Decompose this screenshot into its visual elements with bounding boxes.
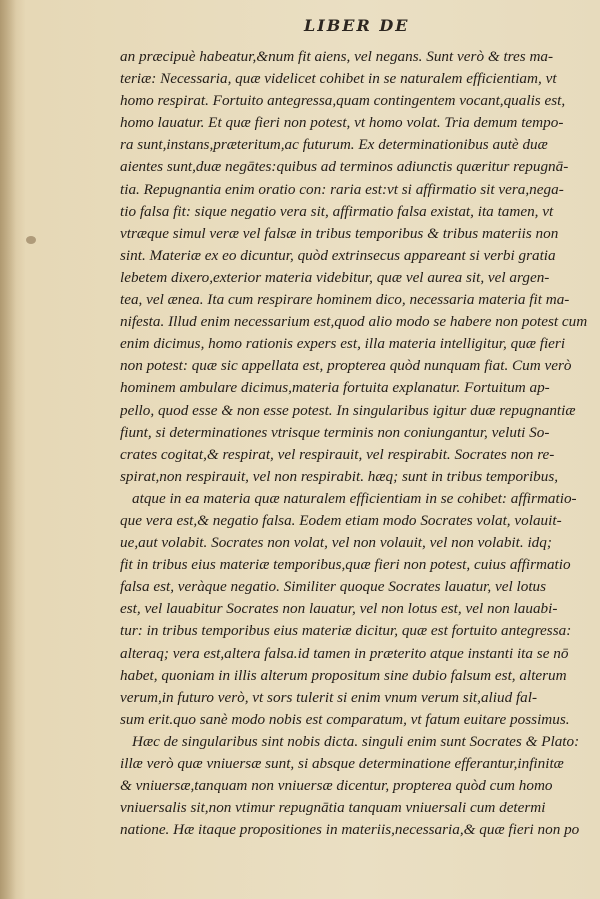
text-line: natione. Hæ itaque propositiones in materiis,necessaria,& quæ fieri non po bbox=[120, 821, 580, 839]
body-text bbox=[120, 46, 590, 841]
text-line: ra sunt,instans,præteritum,ac futurum. Ex determinationibus autè duæ bbox=[120, 136, 548, 154]
running-head: LIBER DE bbox=[304, 16, 410, 35]
text-line: atque in ea materia quæ naturalem efficientiam in se cohibet: affirmatio- bbox=[132, 489, 577, 507]
text-line: homo respirat. Fortuito antegressa,quam contingentem vocant,qualis est, bbox=[120, 92, 566, 110]
text-line: vtræque simul veræ vel falsæ in tribus temporibus & tribus materiis non bbox=[120, 224, 559, 242]
text-line: enim dicimus, homo rationis expers est, illa materia intelligitur, quæ fieri bbox=[120, 335, 566, 353]
text-line: falsa est, veràque negatio. Similiter quoque Socrates lauatur, vel lotus bbox=[120, 578, 547, 596]
text-line: Hæc de singularibus sint nobis dicta. singuli enim sunt Socrates & Plato: bbox=[132, 732, 580, 750]
text-line: habet, quoniam in illis alterum propositum sine dubio falsum est, alterum bbox=[120, 666, 567, 684]
text-line: teriæ: Necessaria, quæ videlicet cohibet in se naturalem efficientiam, vt bbox=[120, 70, 557, 88]
text-line: spirat,non respirauit, vel non respirabit. hæq; sunt in tribus temporibus, bbox=[120, 467, 559, 485]
text-line: non potest: quæ sic appellata est, propterea quòd nunquam fiat. Cum verò bbox=[120, 357, 572, 375]
ink-stain bbox=[26, 236, 36, 244]
text-line: sum erit.quo sanè modo nobis est comparatum, vt fatum euitare possimus. bbox=[120, 710, 570, 728]
text-line: ue,aut volabit. Socrates non volat, vel non volauit, vel non volabit. idq; bbox=[120, 534, 552, 552]
text-line: crates cogitat,& respirat, vel respirauit, vel respirabit. Socrates non re- bbox=[120, 445, 555, 463]
text-line: aientes sunt,duæ negātes:quibus ad terminos adiunctis quæritur repugnā- bbox=[120, 158, 569, 176]
text-line: tia. Repugnantia enim oratio con: raria est:vt si affirmatio sit vera,nega- bbox=[120, 180, 564, 198]
text-line: que vera est,& negatio falsa. Eodem etiam modo Socrates volat, volauit- bbox=[120, 511, 562, 529]
text-line: tio falsa fit: sique negatio vera sit, affirmatio falsa existat, ita tamen, vt bbox=[120, 202, 554, 220]
text-line: sint. Materiæ ex eo dicuntur, quòd extrinsecus appareant si verbi gratia bbox=[120, 246, 556, 264]
text-line: homo lauatur. Et quæ fieri non potest, vt homo volat. Tria demum tempo- bbox=[120, 114, 564, 132]
text-line: lebetem dixero,exterior materia videbitur, quæ vel aurea sit, vel argen- bbox=[120, 268, 550, 286]
text-line: fit in tribus eius materiæ temporibus,quæ fieri non potest, cuius affirmatio bbox=[120, 556, 571, 574]
text-line: verum,in futuro verò, vt sors tulerit si enim vnum verum sit,aliud fal- bbox=[120, 688, 538, 706]
text-line: tur: in tribus temporibus eius materiæ dicitur, quæ est fortuito antegressa: bbox=[120, 622, 572, 640]
text-line: illæ verò quæ vniuersæ sunt, si absque determinatione efferantur,infinitæ bbox=[120, 755, 564, 772]
text-line: tea, vel ænea. Ita cum respirare hominem dico, necessaria materia fit ma- bbox=[120, 291, 570, 309]
text-line: alteraq; vera est,altera falsa.id tamen in præterito atque instanti ita se nō bbox=[120, 644, 569, 662]
text-line: an præcipuè habeatur,&num fit aiens, vel negans. Sunt verò & tres ma- bbox=[120, 48, 554, 65]
text-line: hominem ambulare dicimus,materia fortuita explanatur. Fortuitum ap- bbox=[120, 379, 550, 397]
text-line: pello, quod esse & non esse potest. In singularibus igitur duæ repugnantiæ bbox=[120, 401, 576, 419]
text-line: fiunt, si determinationes vtrisque terminis non coniungantur, veluti So- bbox=[120, 423, 550, 441]
text-line: nifesta. Illud enim necessarium est,quod alio modo se habere non potest cum bbox=[120, 313, 588, 331]
text-line: vniuersalis sit,non vtimur repugnātia tanquam vniuersali cum determi bbox=[120, 799, 546, 817]
text-line: & vniuersæ,tanquam non vniuersæ dicentur, propterea quòd cum homo bbox=[120, 777, 553, 795]
text-line: est, vel lauabitur Socrates non lauatur, vel non lotus est, vel non lauabi- bbox=[120, 600, 558, 618]
